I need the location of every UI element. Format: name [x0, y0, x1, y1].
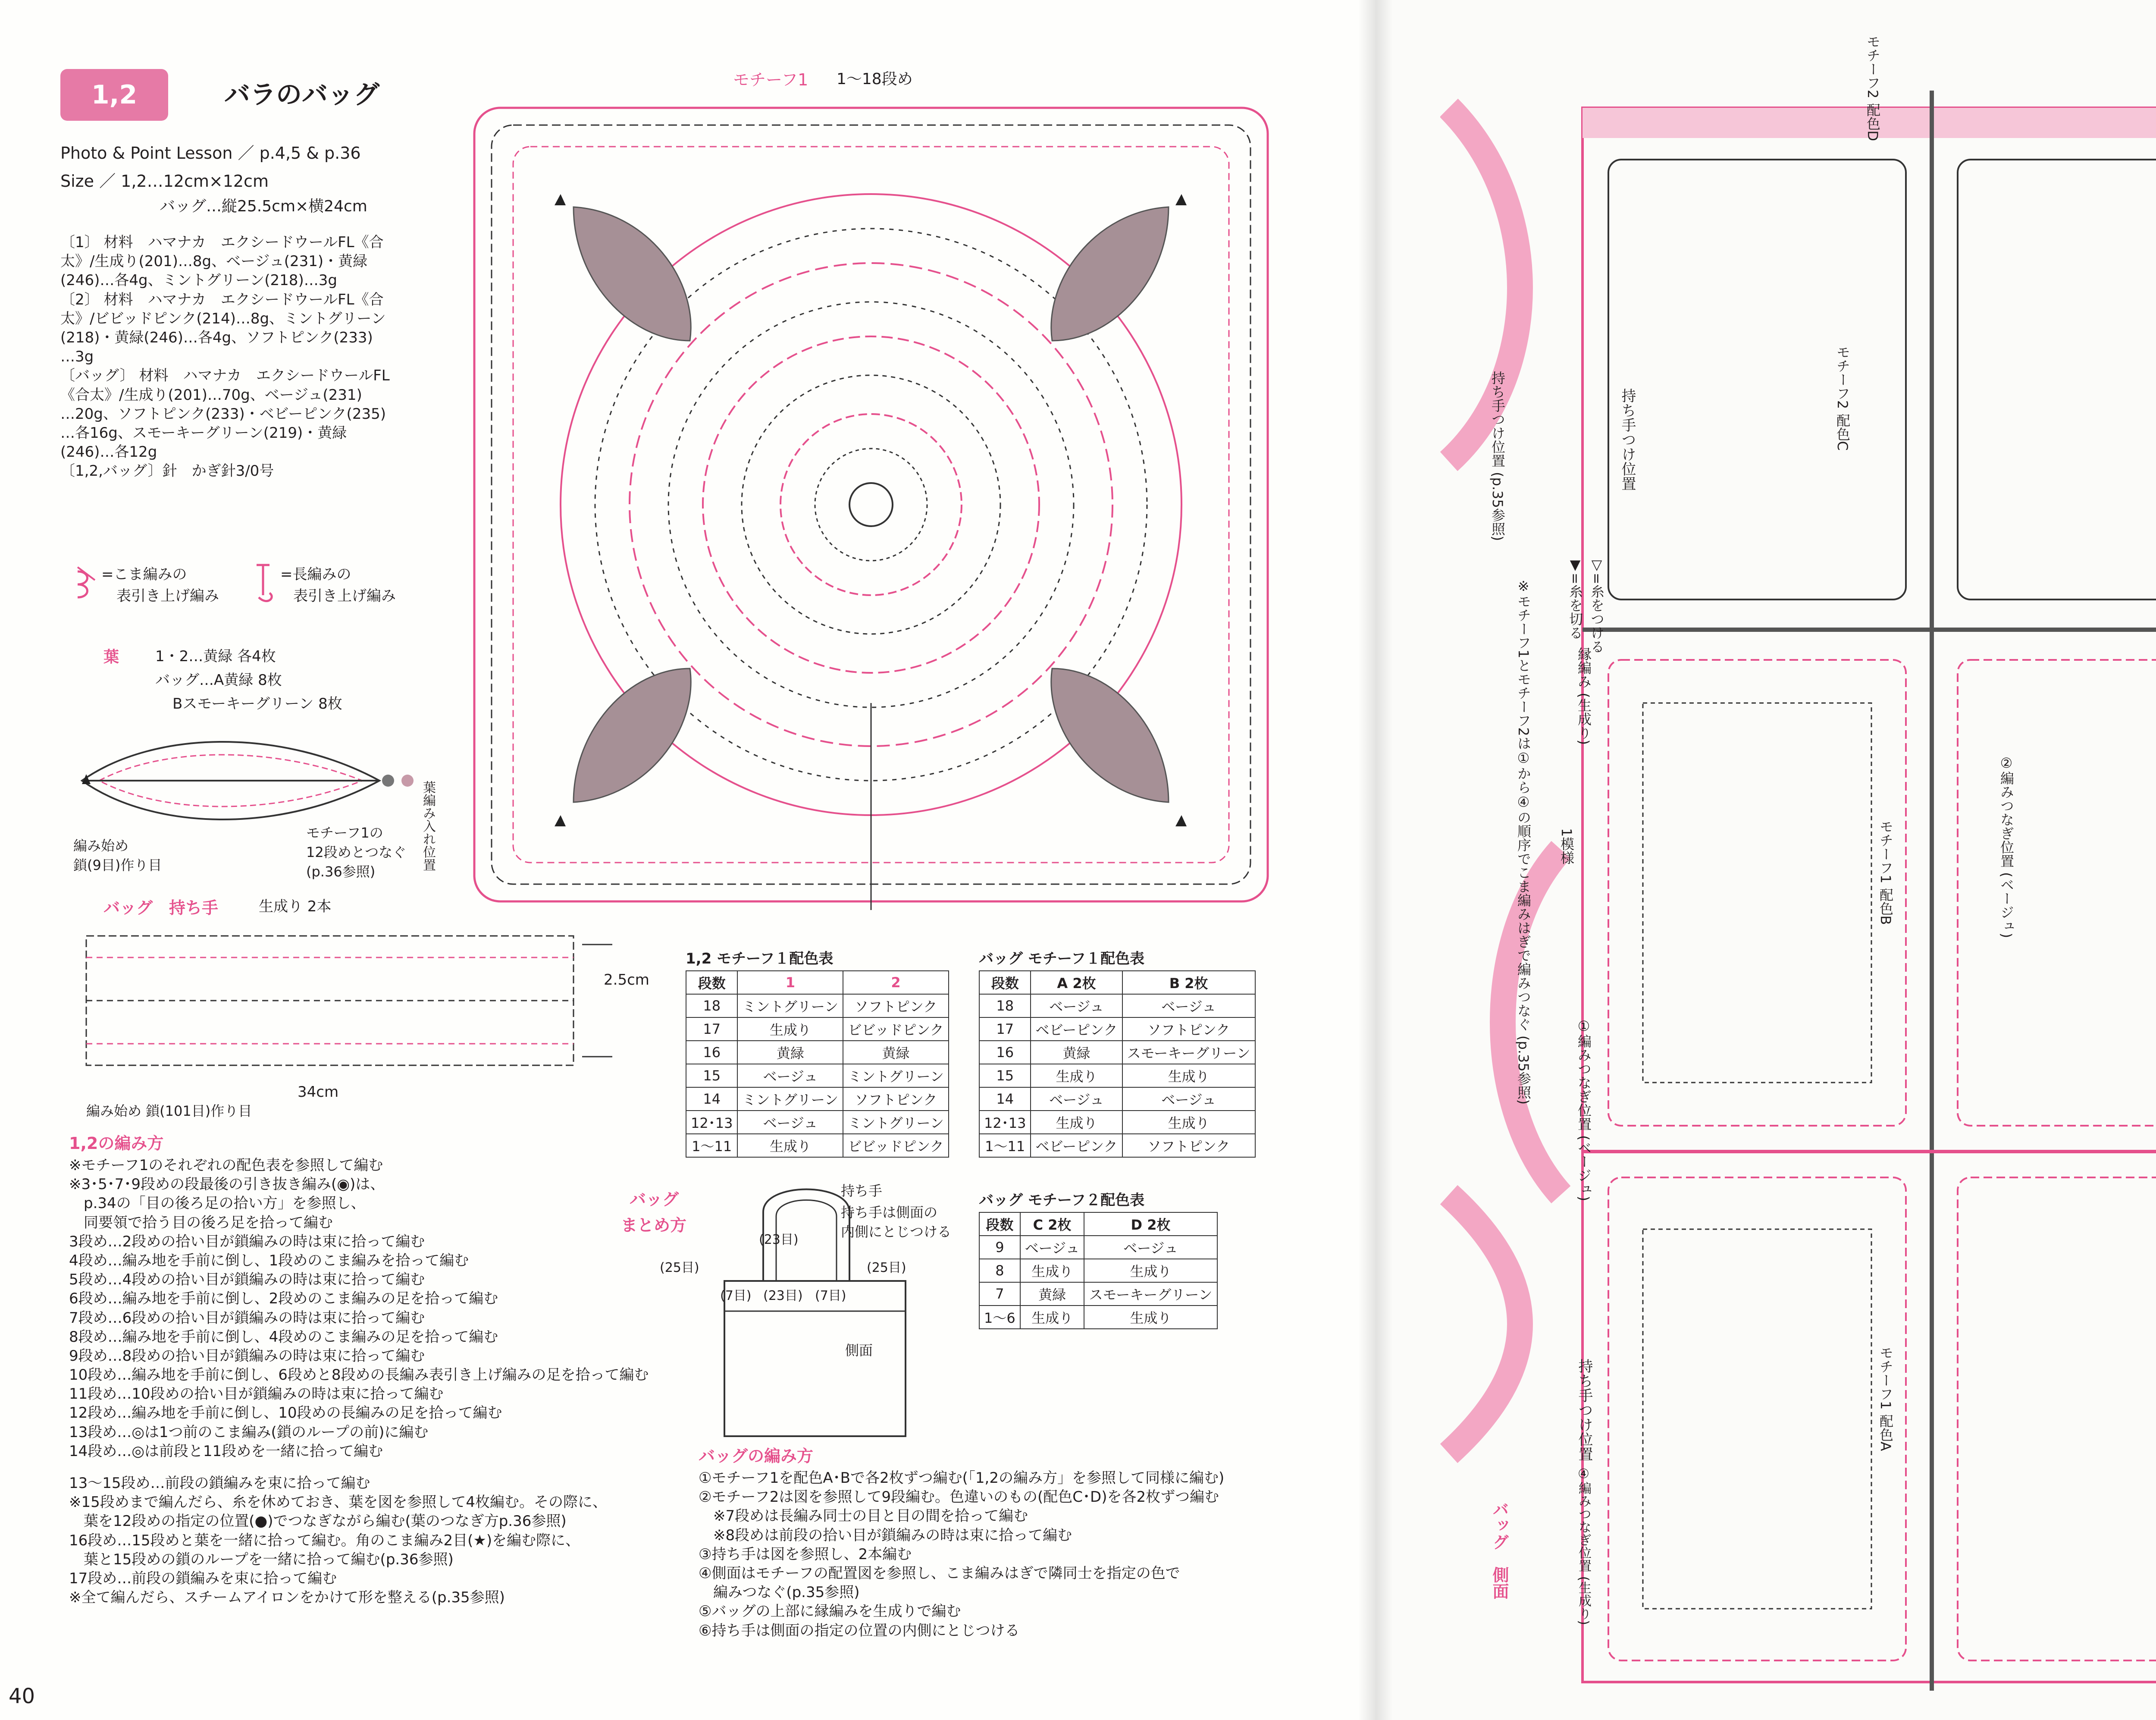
bag-howto-heading: バッグの編み方	[699, 1447, 814, 1466]
howto-spacer	[69, 1461, 649, 1474]
howto-line: 葉と15段めの鎖のループを一緒に拾って編む(p.36参照)	[69, 1551, 454, 1568]
legend-sc-label-2: 表引き上げ編み	[116, 587, 219, 605]
table3-title: バッグ モチーフ２配色表	[979, 1192, 1145, 1209]
bag-howto-line: ④側面はモチーフの配置図を参照し、こま編みはぎで隣同士を指定の色で	[699, 1564, 1180, 1582]
material-line: …各16g、スモーキーグリーン(219)・黄緑	[60, 424, 347, 442]
legend-dc-label-2: 表引き上げ編み	[293, 587, 396, 605]
handle-heading: バッグ 持ち手	[103, 898, 219, 917]
table-row: 1～11 生成り ビビッドピンク	[686, 1134, 949, 1157]
material-line: 〔2〕 材料 ハマナカ エクシードウールFL《合	[60, 291, 384, 308]
handle-position-1: 持ち手つけ位置	[1619, 388, 1636, 491]
handle-start-label: 編み始め 鎖(101目)作り目	[86, 1103, 252, 1119]
bag-howto-line: ※7段めは長編み同士の目と目の間を拾って編む	[699, 1507, 1028, 1525]
howto-line: 16段め…15段めと葉を一緒に拾って編む。角のこま編み2目(★)を編む際に、	[69, 1532, 580, 1549]
bag-howto-line: ③持ち手は図を参照し、2本編む	[699, 1545, 912, 1563]
howto-line: 11段め…10段めの拾い目が鎖編みの時は束に拾って編む	[69, 1385, 444, 1403]
legend-dc-label: =長編みの	[280, 566, 351, 583]
howto-line: 同要領で拾う目の後ろ足を拾って編む	[69, 1214, 333, 1231]
table-row: 16 黄緑 スモーキーグリーン	[979, 1041, 1255, 1064]
legend-sc-label: =こま編みの	[101, 566, 187, 583]
table2-title: バッグ モチーフ１配色表	[979, 950, 1145, 967]
material-line: (246)…各12g	[60, 443, 157, 461]
bag-howto-block	[699, 1469, 1224, 1640]
table-header-cell: 段数	[979, 1212, 1020, 1236]
table-row: 15 ベージュ ミントグリーン	[686, 1064, 949, 1087]
material-line: (218)・黄緑(246)…各4g、ソフトピンク(233)	[60, 329, 373, 346]
table-row: 12･13 生成り 生成り	[979, 1111, 1255, 1134]
bag-howto-line: ②モチーフ2は図を参照して9段編む。色違いのもの(配色C･D)を各2枚ずつ編む	[699, 1488, 1219, 1506]
motif1-title: モチーフ1	[733, 70, 808, 89]
motif1-color-table-bag	[979, 970, 1256, 1158]
assembly-25-right: (25目)	[867, 1260, 906, 1275]
howto-line: 葉を12段めの指定の位置(●)でつなぎながら編む(葉のつなぎ方p.36参照)	[69, 1513, 567, 1530]
howto-block	[69, 1156, 649, 1607]
motif1-rows: 1～18段め	[837, 70, 913, 88]
pattern-title: バラのバッグ	[224, 80, 379, 110]
table-header-cell: C 2枚	[1020, 1212, 1084, 1236]
handle-position-2: 持ち手つけ位置	[1576, 1359, 1593, 1461]
leaf-chain-label: 鎖(9目)作り目	[73, 857, 162, 873]
table-header-cell: B 2枚	[1122, 971, 1255, 994]
motif1-a-label: モチーフ1 配色A	[1877, 1346, 1894, 1451]
bag-side-heading: バッグ 側面	[1490, 1501, 1509, 1599]
motif2-color-table-bag	[979, 1212, 1218, 1329]
material-line: 〔1〕 材料 ハマナカ エクシードウールFL《合	[60, 234, 384, 251]
join-position-1: ①編みつなぎ位置 (ベージュ)	[1576, 1018, 1592, 1202]
assembly-23-bottom: (23目)	[763, 1288, 803, 1303]
howto-line: 13～15段め…前段の鎖編みを束に拾って編む	[69, 1475, 370, 1492]
assembly-side-label: 側面	[845, 1342, 873, 1359]
howto-line: ※全て編んだら、スチームアイロンをかけて形を整える(p.35参照)	[69, 1589, 505, 1607]
assembly-25-left: (25目)	[660, 1260, 699, 1275]
table-row: 17 ベビーピンク ソフトピンク	[979, 1017, 1255, 1041]
sc-post-stitch-icon	[73, 563, 99, 602]
assembly-note-2: 内側にとじつける	[841, 1224, 952, 1240]
table-row: 12･13 ベージュ ミントグリーン	[686, 1111, 949, 1134]
size-bag-line: バッグ…縦25.5cm×横24cm	[160, 198, 367, 215]
leaf-chart-diagram	[69, 733, 414, 837]
edge-row-count: 1模様	[1558, 828, 1575, 865]
assembly-23-top: (23目)	[759, 1232, 799, 1247]
leaf-count-3: Bスモーキーグリーン 8枚	[172, 695, 342, 712]
howto-line: 10段め…編み地を手前に倒し、6段めと8段めの長編み表引き上げ編みの足を拾って編む	[69, 1366, 649, 1384]
material-line: 《合太》/生成り(201)…70g、ベージュ(231)	[60, 386, 362, 404]
handle-width: 34cm	[298, 1083, 339, 1101]
handle-chart-diagram	[69, 927, 630, 1087]
material-line: 〔バッグ〕 材料 ハマナカ エクシードウールFL	[60, 367, 390, 385]
assembly-handle-label: 持ち手	[841, 1183, 883, 1199]
material-line: …20g、ソフトピンク(233)・ベビーピンク(235)	[60, 405, 386, 423]
bag-side-chart-diagram	[1440, 73, 2156, 1704]
table-header-cell: A 2枚	[1031, 971, 1122, 994]
leaf-position-label: 葉編み入れ位置	[420, 781, 436, 871]
motif2-c-label: モチーフ2 配色C	[1834, 345, 1851, 451]
size-line: Size ／ 1,2…12cm×12cm	[60, 172, 269, 191]
table-header-cell: 段数	[686, 971, 737, 994]
howto-line: p.34の「目の後ろ足の拾い方」を参照し、	[69, 1195, 366, 1212]
join-position-2: ②編みつなぎ位置 (ベージュ)	[1998, 755, 2015, 938]
motif1-chart-diagram	[466, 99, 1276, 919]
table-row: 16 黄緑 黄緑	[686, 1041, 949, 1064]
table-row: 14 ベージュ ベージュ	[979, 1087, 1255, 1111]
material-line: 太》/生成り(201)…8g、ベージュ(231)・黄緑	[60, 253, 368, 270]
howto-line: 9段め…8段めの拾い目が鎖編みの時は束に拾って編む	[69, 1347, 425, 1365]
howto-line: 17段め…前段の鎖編みを束に拾って編む	[69, 1569, 337, 1587]
handle-height: 2.5cm	[604, 971, 649, 989]
bag-howto-line: 編みつなぐ(p.35参照)	[699, 1584, 860, 1601]
motif1-b-label: モチーフ1 配色B	[1877, 819, 1894, 925]
leaf-join-label-1: モチーフ1の	[306, 825, 383, 841]
leaf-heading: 葉	[103, 648, 119, 666]
howto-heading: 1,2の編み方	[69, 1134, 164, 1153]
howto-line: ※モチーフ1のそれぞれの配色表を参照して編む	[69, 1157, 383, 1174]
book-gutter	[1358, 0, 1393, 1720]
leaf-join-label-3: (p.36参照)	[306, 863, 376, 880]
assembly-heading-2: まとめ方	[621, 1216, 687, 1235]
table-row: 8 生成り 生成り	[979, 1259, 1217, 1282]
assembly-7-right: (7目)	[815, 1288, 846, 1303]
handle-position-3: 持ち手つけ位置 (p.35参照)	[1489, 371, 1506, 541]
table-row: 7 黄緑 スモーキーグリーン	[979, 1282, 1217, 1306]
howto-line: 7段め…6段めの拾い目が鎖編みの時は束に拾って編む	[69, 1309, 425, 1327]
motif1-color-table-1-2	[686, 970, 949, 1158]
howto-line: ※3･5･7･9段めの段最後の引き抜き編み(◉)は、	[69, 1176, 385, 1193]
howto-line: 13段め…◎は1つ前のこま編み(鎖のループの前)に編む	[69, 1423, 429, 1441]
assembly-heading-1: バッグ	[630, 1190, 679, 1209]
pattern-number-tag: 1,2	[60, 69, 168, 121]
howto-line: 14段め…◎は前段と11段めを一緒に拾って編む	[69, 1442, 383, 1460]
attach-yarn-mark: ▽=糸をつける	[1589, 556, 1605, 653]
edge-row-label: 縁編み (生成り)	[1576, 647, 1592, 745]
main-join-note: ※モチーフ1とモチーフ2は①から④の順序でこま編みはぎで編みつなぐ (p.35参照)	[1515, 578, 1532, 1105]
howto-line: 6段め…編み地を手前に倒し、2段めのこま編みの足を拾って編む	[69, 1290, 498, 1308]
bag-howto-line: ⑥持ち手は側面の指定の位置の内側にとじつける	[699, 1622, 1020, 1639]
page-number-left: 40	[9, 1684, 35, 1708]
handle-color: 生成り 2本	[259, 898, 332, 915]
material-line: 〔1,2,バッグ〕針 かぎ針3/0号	[60, 462, 274, 480]
leaf-count-1: 1・2…黄緑 各4枚	[155, 648, 276, 665]
howto-line: 8段め…編み地を手前に倒し、4段めのこま編みの足を拾って編む	[69, 1328, 498, 1346]
material-line: …3g	[60, 348, 94, 366]
leaf-start-label: 編み始め	[73, 838, 129, 854]
table-row: 9 ベージュ ベージュ	[979, 1236, 1217, 1259]
material-line: (246)…各4g、ミントグリーン(218)…3g	[60, 272, 337, 289]
material-line: 太》/ビビッドピンク(214)…8g、ミントグリーン	[60, 310, 386, 327]
table-row: 1～11 ベビーピンク ソフトピンク	[979, 1134, 1255, 1157]
howto-line: 3段め…2段めの拾い目が鎖編みの時は束に拾って編む	[69, 1233, 425, 1250]
bag-howto-line: ⑤バッグの上部に縁編みを生成りで編む	[699, 1603, 961, 1620]
table-row: 17 生成り ビビッドピンク	[686, 1017, 949, 1041]
join-position-4: ④編みつなぎ位置 (生成り)	[1576, 1466, 1591, 1625]
photo-lesson-ref: Photo & Point Lesson ／ p.4,5 & p.36	[60, 144, 361, 163]
table-header-cell: 2	[843, 971, 949, 994]
leaf-join-label-2: 12段めとつなぐ	[306, 844, 407, 860]
bag-howto-line: ①モチーフ1を配色A･Bで各2枚ずつ編む(「1,2の編み方」を参照して同様に編む)	[699, 1469, 1225, 1487]
table-row: 18 ミントグリーン ソフトピンク	[686, 994, 949, 1017]
dc-post-stitch-icon	[250, 559, 276, 606]
howto-line: ※15段めまで編んだら、糸を休めておき、葉を図を参照して4枚編む。その際に、	[69, 1494, 608, 1511]
howto-line: 12段め…編み地を手前に倒し、10段めの長編みの足を拾って編む	[69, 1404, 502, 1422]
leaf-count-2: バッグ…A黄緑 8枚	[155, 672, 282, 689]
assembly-note-1: 持ち手は側面の	[841, 1204, 938, 1221]
table1-title: 1,2 モチーフ１配色表	[686, 950, 834, 967]
motif2-d-top-label: モチーフ2 配色D	[1865, 35, 1881, 141]
table-header-cell: 段数	[979, 971, 1031, 994]
materials-block	[60, 233, 390, 480]
cut-yarn-mark: ▼=糸を切る	[1567, 556, 1583, 640]
bag-howto-line: ※8段めは前段の拾い目が鎖編みの時は束に拾って編む	[699, 1526, 1072, 1544]
table-header-cell: 1	[737, 971, 843, 994]
howto-line: 5段め…4段めの拾い目が鎖編みの時は束に拾って編む	[69, 1271, 425, 1289]
table-row: 15 生成り 生成り	[979, 1064, 1255, 1087]
table-header-cell: D 2枚	[1084, 1212, 1217, 1236]
table-row: 18 ベージュ ベージュ	[979, 994, 1255, 1017]
table-row: 14 ミントグリーン ソフトピンク	[686, 1087, 949, 1111]
table-row: 1～6 生成り 生成り	[979, 1306, 1217, 1329]
howto-line: 4段め…編み地を手前に倒し、1段めのこま編みを拾って編む	[69, 1252, 469, 1269]
right-page	[1376, 0, 2156, 1720]
assembly-7-left: (7目)	[720, 1288, 752, 1303]
